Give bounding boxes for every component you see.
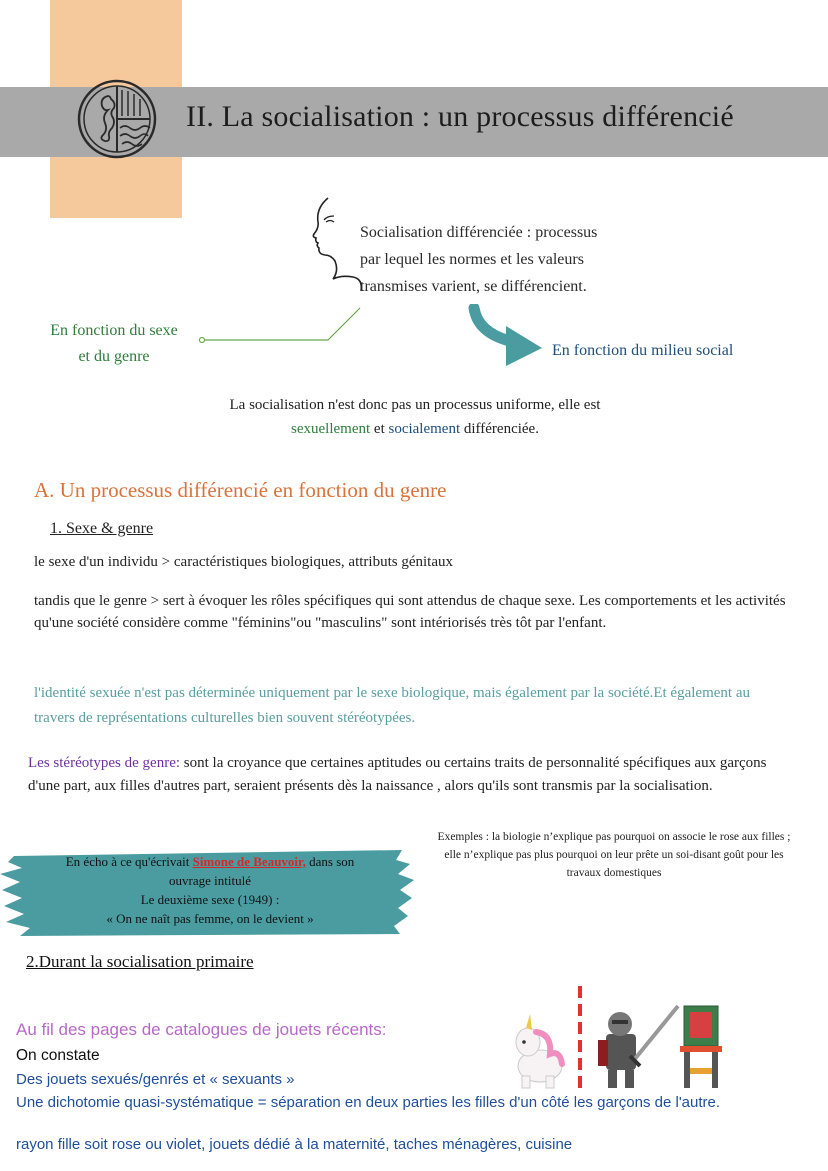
- genre-paragraph: tandis que le genre > sert à évoquer les rôles spécifiques qui sont attendus de chaque sexe. Les comportements et les activités qu'une société considère comme "féminins"ou "masculins" sont intériorisés très tôt par l'enfant.: [34, 593, 786, 631]
- catalogue-rayon: rayon fille soit rose ou violet, jouets dédié à la maternité, taches ménagères, cuisine: [16, 1136, 573, 1153]
- branch-genre-line: En fonction du sexe: [50, 322, 178, 339]
- stereotypes-text: sont la croyance que certaines aptitudes ou certains traits de personnalité spécifiques aux garçons d'une part, aux filles d'autres part, seraient présents dès la naissance , alors qu'ils sont transmis par la socialisation.: [28, 755, 767, 794]
- toy-workbench-icon: [680, 1006, 722, 1088]
- catalogue-dichotomie: Une dichotomie quasi-systématique = séparation en deux parties les filles d'un côté les garçons de l'autre.: [16, 1094, 721, 1111]
- beauvoir-post: dans son ouvrage intitulé: [169, 854, 355, 888]
- catalogue-title: Au fil des pages de catalogues de jouets récents:: [16, 1020, 387, 1039]
- subsection-1-title: 1. Sexe & genre: [50, 520, 154, 537]
- conclusion-line-2: [150, 417, 680, 441]
- word-sexuellement: sexuellement: [291, 421, 371, 437]
- seahorse-logo-icon: [76, 78, 158, 160]
- word-differenciee: différenciée.: [460, 421, 539, 437]
- word-socialement: socialement: [388, 421, 461, 437]
- subsection-2-title: 2.Durant la socialisation primaire: [26, 952, 254, 971]
- branch-genre-line: et du genre: [78, 348, 150, 365]
- branch-genre-label: [14, 318, 214, 370]
- beauvoir-book: Le deuxième sexe (1949) :: [140, 892, 280, 907]
- stereotypes-label: Les stéréotypes de genre:: [28, 755, 181, 771]
- connector-line: [198, 304, 364, 344]
- catalogue-constate: On constate: [16, 1047, 100, 1064]
- stereotypes-paragraph: [28, 752, 798, 798]
- beauvoir-pre: En écho à ce qu'écrivait: [65, 854, 193, 869]
- curved-arrow-icon: [466, 304, 544, 368]
- definition-line: Socialisation différenciée : processus: [360, 224, 598, 241]
- face-profile-icon: [306, 196, 364, 296]
- branch-milieu-label: En fonction du milieu social: [552, 342, 734, 359]
- identite-paragraph: l'identité sexuée n'est pas déterminée uniquement par le sexe biologique, mais également par la société.Et également au travers de représentations culturelles bien souvent stéréotypées.: [34, 685, 750, 726]
- knight-icon: [598, 1006, 678, 1088]
- definition-line: transmises varient, se différencient.: [360, 278, 587, 295]
- toys-illustration: [506, 984, 724, 1092]
- exemples-note: Exemples : la biologie n’explique pas pourquoi on associe le rose aux filles ; elle n’explique pas plus pourquoi on leur prête un soi-disant goût pour les travaux domestiques: [437, 831, 791, 879]
- page-title: II. La socialisation : un processus différencié: [186, 100, 734, 133]
- unicorn-icon: [516, 1014, 562, 1088]
- sexe-definition: le sexe d'un individu > caractéristiques biologiques, attributs génitaux: [34, 554, 453, 570]
- word-et: et: [370, 421, 389, 437]
- conclusion-line: La socialisation n'est donc pas un processus uniforme, elle est: [229, 397, 601, 413]
- beauvoir-quote: [60, 852, 360, 928]
- definition-line: par lequel les normes et les valeurs: [360, 251, 584, 268]
- definition-text: [360, 219, 670, 300]
- conclusion-text: [150, 393, 680, 441]
- beauvoir-citation: « On ne naît pas femme, on le devient »: [106, 911, 314, 926]
- catalogue-jouets: Des jouets sexués/genrés et « sexuants »: [16, 1071, 295, 1088]
- section-a-title: A. Un processus différencié en fonction du genre: [34, 478, 447, 502]
- simone-de-beauvoir-link[interactable]: Simone de Beauvoir,: [192, 854, 306, 869]
